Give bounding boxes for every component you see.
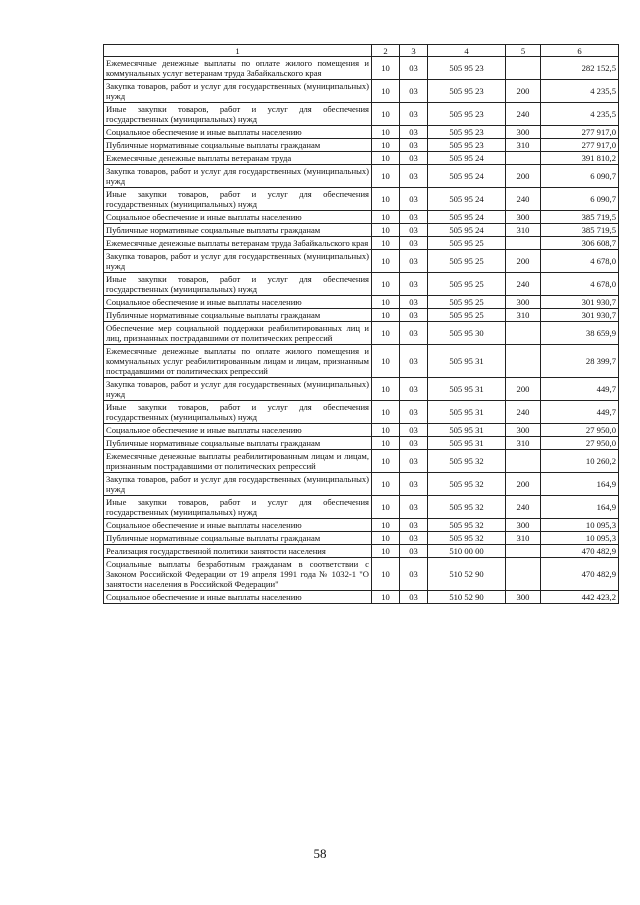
table-row (104, 309, 619, 322)
amount-cell: 470 482,9 (541, 545, 619, 558)
amount-cell: 27 950,0 (541, 424, 619, 437)
section-cell: 10 (372, 450, 400, 473)
table-row (104, 558, 619, 591)
table-row (104, 224, 619, 237)
item-name-cell: Социальное обеспечение и иные выплаты населению (104, 519, 372, 532)
item-name-cell: Ежемесячные денежные выплаты по оплате жилого помещения и коммунальных услуг реабилитированным лицам и лицам, признанным пострадавшими от политических репрессий (104, 345, 372, 378)
target-article-cell: 505 95 23 (428, 126, 506, 139)
amount-cell: 4 678,0 (541, 273, 619, 296)
expense-type-cell (506, 57, 541, 80)
item-name-cell: Обеспечение мер социальной поддержки реабилитированных лиц и лиц, признанных пострадавшими от политических репрессий (104, 322, 372, 345)
expense-type-cell: 300 (506, 519, 541, 532)
table-row (104, 296, 619, 309)
item-name-cell: Ежемесячные денежные выплаты ветеранам труда Забайкальского края (104, 237, 372, 250)
item-name-cell: Социальное обеспечение и иные выплаты населению (104, 296, 372, 309)
amount-cell: 10 095,3 (541, 532, 619, 545)
table-row (104, 437, 619, 450)
table-row (104, 237, 619, 250)
table-row (104, 165, 619, 188)
target-article-cell: 505 95 31 (428, 378, 506, 401)
table-row (104, 103, 619, 126)
amount-cell: 10 095,3 (541, 519, 619, 532)
subsection-cell: 03 (400, 309, 428, 322)
subsection-cell: 03 (400, 378, 428, 401)
target-article-cell: 505 95 30 (428, 322, 506, 345)
section-cell: 10 (372, 80, 400, 103)
section-cell: 10 (372, 152, 400, 165)
section-cell: 10 (372, 309, 400, 322)
subsection-cell: 03 (400, 496, 428, 519)
subsection-cell: 03 (400, 80, 428, 103)
header-cell: 4 (428, 45, 506, 57)
budget-table (103, 44, 619, 604)
table-row (104, 273, 619, 296)
expense-type-cell: 300 (506, 211, 541, 224)
item-name-cell: Социальное обеспечение и иные выплаты населению (104, 424, 372, 437)
target-article-cell: 505 95 24 (428, 224, 506, 237)
target-article-cell: 505 95 25 (428, 296, 506, 309)
expense-type-cell: 300 (506, 424, 541, 437)
section-cell: 10 (372, 250, 400, 273)
expense-type-cell: 200 (506, 378, 541, 401)
section-cell: 10 (372, 378, 400, 401)
amount-cell: 4 678,0 (541, 250, 619, 273)
section-cell: 10 (372, 519, 400, 532)
item-name-cell: Публичные нормативные социальные выплаты гражданам (104, 532, 372, 545)
subsection-cell: 03 (400, 152, 428, 165)
amount-cell: 6 090,7 (541, 165, 619, 188)
section-cell: 10 (372, 532, 400, 545)
table-row (104, 496, 619, 519)
subsection-cell: 03 (400, 139, 428, 152)
expense-type-cell: 200 (506, 250, 541, 273)
amount-cell: 391 810,2 (541, 152, 619, 165)
header-cell: 5 (506, 45, 541, 57)
expense-type-cell: 300 (506, 296, 541, 309)
amount-cell: 4 235,5 (541, 80, 619, 103)
table-body (104, 57, 619, 604)
table-row (104, 80, 619, 103)
item-name-cell: Иные закупки товаров, работ и услуг для обеспечения государственных (муниципальных) нужд (104, 273, 372, 296)
subsection-cell: 03 (400, 224, 428, 237)
table-row (104, 126, 619, 139)
section-cell: 10 (372, 401, 400, 424)
subsection-cell: 03 (400, 473, 428, 496)
item-name-cell: Иные закупки товаров, работ и услуг для обеспечения государственных (муниципальных) нужд (104, 496, 372, 519)
table-row (104, 378, 619, 401)
target-article-cell: 505 95 23 (428, 80, 506, 103)
target-article-cell: 505 95 25 (428, 250, 506, 273)
amount-cell: 385 719,5 (541, 224, 619, 237)
table-row (104, 250, 619, 273)
expense-type-cell: 240 (506, 496, 541, 519)
table-header-row (104, 45, 619, 57)
table-row (104, 532, 619, 545)
subsection-cell: 03 (400, 345, 428, 378)
item-name-cell: Иные закупки товаров, работ и услуг для обеспечения государственных (муниципальных) нужд (104, 103, 372, 126)
expense-type-cell (506, 558, 541, 591)
item-name-cell: Социальное обеспечение и иные выплаты населению (104, 591, 372, 604)
target-article-cell: 505 95 24 (428, 152, 506, 165)
section-cell: 10 (372, 224, 400, 237)
subsection-cell: 03 (400, 591, 428, 604)
expense-type-cell: 310 (506, 309, 541, 322)
amount-cell: 164,9 (541, 473, 619, 496)
item-name-cell: Закупка товаров, работ и услуг для государственных (муниципальных) нужд (104, 378, 372, 401)
subsection-cell: 03 (400, 211, 428, 224)
table-row (104, 519, 619, 532)
amount-cell: 385 719,5 (541, 211, 619, 224)
section-cell: 10 (372, 165, 400, 188)
target-article-cell: 505 95 25 (428, 309, 506, 322)
amount-cell: 10 260,2 (541, 450, 619, 473)
header-cell: 2 (372, 45, 400, 57)
section-cell: 10 (372, 296, 400, 309)
expense-type-cell: 240 (506, 188, 541, 211)
amount-cell: 470 482,9 (541, 558, 619, 591)
subsection-cell: 03 (400, 322, 428, 345)
table-row (104, 591, 619, 604)
expense-type-cell: 200 (506, 473, 541, 496)
table-row (104, 188, 619, 211)
section-cell: 10 (372, 345, 400, 378)
expense-type-cell: 240 (506, 103, 541, 126)
subsection-cell: 03 (400, 424, 428, 437)
expense-type-cell: 300 (506, 591, 541, 604)
amount-cell: 301 930,7 (541, 296, 619, 309)
target-article-cell: 505 95 31 (428, 401, 506, 424)
item-name-cell: Социальные выплаты безработным гражданам в соответствии с Законом Российской Федерации от 19 апреля 1991 года № 1032-1 "О занятости населения в Российской Федерации" (104, 558, 372, 591)
item-name-cell: Публичные нормативные социальные выплаты гражданам (104, 309, 372, 322)
amount-cell: 277 917,0 (541, 139, 619, 152)
amount-cell: 442 423,2 (541, 591, 619, 604)
subsection-cell: 03 (400, 519, 428, 532)
amount-cell: 282 152,5 (541, 57, 619, 80)
section-cell: 10 (372, 273, 400, 296)
expense-type-cell: 240 (506, 401, 541, 424)
expense-type-cell: 300 (506, 126, 541, 139)
subsection-cell: 03 (400, 545, 428, 558)
expense-type-cell: 310 (506, 532, 541, 545)
section-cell: 10 (372, 591, 400, 604)
table-row (104, 473, 619, 496)
section-cell: 10 (372, 473, 400, 496)
item-name-cell: Публичные нормативные социальные выплаты гражданам (104, 437, 372, 450)
item-name-cell: Ежемесячные денежные выплаты ветеранам труда (104, 152, 372, 165)
item-name-cell: Ежемесячные денежные выплаты реабилитированным лицам и лицам, признанным пострадавшими от политических репрессий (104, 450, 372, 473)
table-row (104, 545, 619, 558)
expense-type-cell (506, 450, 541, 473)
subsection-cell: 03 (400, 103, 428, 126)
target-article-cell: 505 95 31 (428, 424, 506, 437)
subsection-cell: 03 (400, 250, 428, 273)
target-article-cell: 505 95 32 (428, 496, 506, 519)
expense-type-cell: 310 (506, 437, 541, 450)
expense-type-cell: 310 (506, 139, 541, 152)
subsection-cell: 03 (400, 165, 428, 188)
target-article-cell: 505 95 31 (428, 345, 506, 378)
amount-cell: 306 608,7 (541, 237, 619, 250)
expense-type-cell (506, 345, 541, 378)
target-article-cell: 510 52 90 (428, 591, 506, 604)
table-row (104, 152, 619, 165)
target-article-cell: 505 95 25 (428, 237, 506, 250)
amount-cell: 164,9 (541, 496, 619, 519)
header-cell: 6 (541, 45, 619, 57)
section-cell: 10 (372, 496, 400, 519)
target-article-cell: 505 95 25 (428, 273, 506, 296)
section-cell: 10 (372, 57, 400, 80)
section-cell: 10 (372, 126, 400, 139)
amount-cell: 277 917,0 (541, 126, 619, 139)
target-article-cell: 510 00 00 (428, 545, 506, 558)
subsection-cell: 03 (400, 237, 428, 250)
amount-cell: 449,7 (541, 378, 619, 401)
subsection-cell: 03 (400, 296, 428, 309)
header-cell: 1 (104, 45, 372, 57)
target-article-cell: 505 95 32 (428, 532, 506, 545)
header-cell: 3 (400, 45, 428, 57)
amount-cell: 28 399,7 (541, 345, 619, 378)
section-cell: 10 (372, 424, 400, 437)
target-article-cell: 505 95 32 (428, 473, 506, 496)
table-row (104, 424, 619, 437)
item-name-cell: Реализация государственной политики занятости населения (104, 545, 372, 558)
target-article-cell: 505 95 24 (428, 211, 506, 224)
page-number: 58 (313, 846, 327, 861)
section-cell: 10 (372, 211, 400, 224)
item-name-cell: Иные закупки товаров, работ и услуг для обеспечения государственных (муниципальных) нужд (104, 188, 372, 211)
item-name-cell: Закупка товаров, работ и услуг для государственных (муниципальных) нужд (104, 250, 372, 273)
amount-cell: 27 950,0 (541, 437, 619, 450)
item-name-cell: Публичные нормативные социальные выплаты гражданам (104, 139, 372, 152)
section-cell: 10 (372, 188, 400, 211)
amount-cell: 301 930,7 (541, 309, 619, 322)
subsection-cell: 03 (400, 57, 428, 80)
subsection-cell: 03 (400, 437, 428, 450)
expense-type-cell (506, 545, 541, 558)
amount-cell: 449,7 (541, 401, 619, 424)
target-article-cell: 505 95 23 (428, 103, 506, 126)
item-name-cell: Ежемесячные денежные выплаты по оплате жилого помещения и коммунальных услуг ветеранам труда Забайкальского края (104, 57, 372, 80)
amount-cell: 4 235,5 (541, 103, 619, 126)
expense-type-cell (506, 237, 541, 250)
expense-type-cell: 200 (506, 80, 541, 103)
subsection-cell: 03 (400, 450, 428, 473)
subsection-cell: 03 (400, 273, 428, 296)
table-row (104, 345, 619, 378)
table-row (104, 450, 619, 473)
section-cell: 10 (372, 103, 400, 126)
table-row (104, 139, 619, 152)
target-article-cell: 505 95 24 (428, 188, 506, 211)
section-cell: 10 (372, 139, 400, 152)
subsection-cell: 03 (400, 188, 428, 211)
section-cell: 10 (372, 545, 400, 558)
item-name-cell: Закупка товаров, работ и услуг для государственных (муниципальных) нужд (104, 165, 372, 188)
table-row (104, 401, 619, 424)
section-cell: 10 (372, 322, 400, 345)
table-row (104, 57, 619, 80)
item-name-cell: Иные закупки товаров, работ и услуг для обеспечения государственных (муниципальных) нужд (104, 401, 372, 424)
item-name-cell: Социальное обеспечение и иные выплаты населению (104, 211, 372, 224)
target-article-cell: 505 95 31 (428, 437, 506, 450)
target-article-cell: 505 95 24 (428, 165, 506, 188)
item-name-cell: Закупка товаров, работ и услуг для государственных (муниципальных) нужд (104, 473, 372, 496)
target-article-cell: 505 95 23 (428, 57, 506, 80)
section-cell: 10 (372, 558, 400, 591)
target-article-cell: 505 95 32 (428, 519, 506, 532)
table-row (104, 322, 619, 345)
subsection-cell: 03 (400, 532, 428, 545)
item-name-cell: Публичные нормативные социальные выплаты гражданам (104, 224, 372, 237)
table-row (104, 211, 619, 224)
subsection-cell: 03 (400, 558, 428, 591)
target-article-cell: 510 52 90 (428, 558, 506, 591)
subsection-cell: 03 (400, 126, 428, 139)
expense-type-cell (506, 322, 541, 345)
item-name-cell: Социальное обеспечение и иные выплаты населению (104, 126, 372, 139)
target-article-cell: 505 95 32 (428, 450, 506, 473)
expense-type-cell: 240 (506, 273, 541, 296)
section-cell: 10 (372, 237, 400, 250)
section-cell: 10 (372, 437, 400, 450)
expense-type-cell: 310 (506, 224, 541, 237)
expense-type-cell (506, 152, 541, 165)
item-name-cell: Закупка товаров, работ и услуг для государственных (муниципальных) нужд (104, 80, 372, 103)
subsection-cell: 03 (400, 401, 428, 424)
amount-cell: 38 659,9 (541, 322, 619, 345)
expense-type-cell: 200 (506, 165, 541, 188)
amount-cell: 6 090,7 (541, 188, 619, 211)
target-article-cell: 505 95 23 (428, 139, 506, 152)
